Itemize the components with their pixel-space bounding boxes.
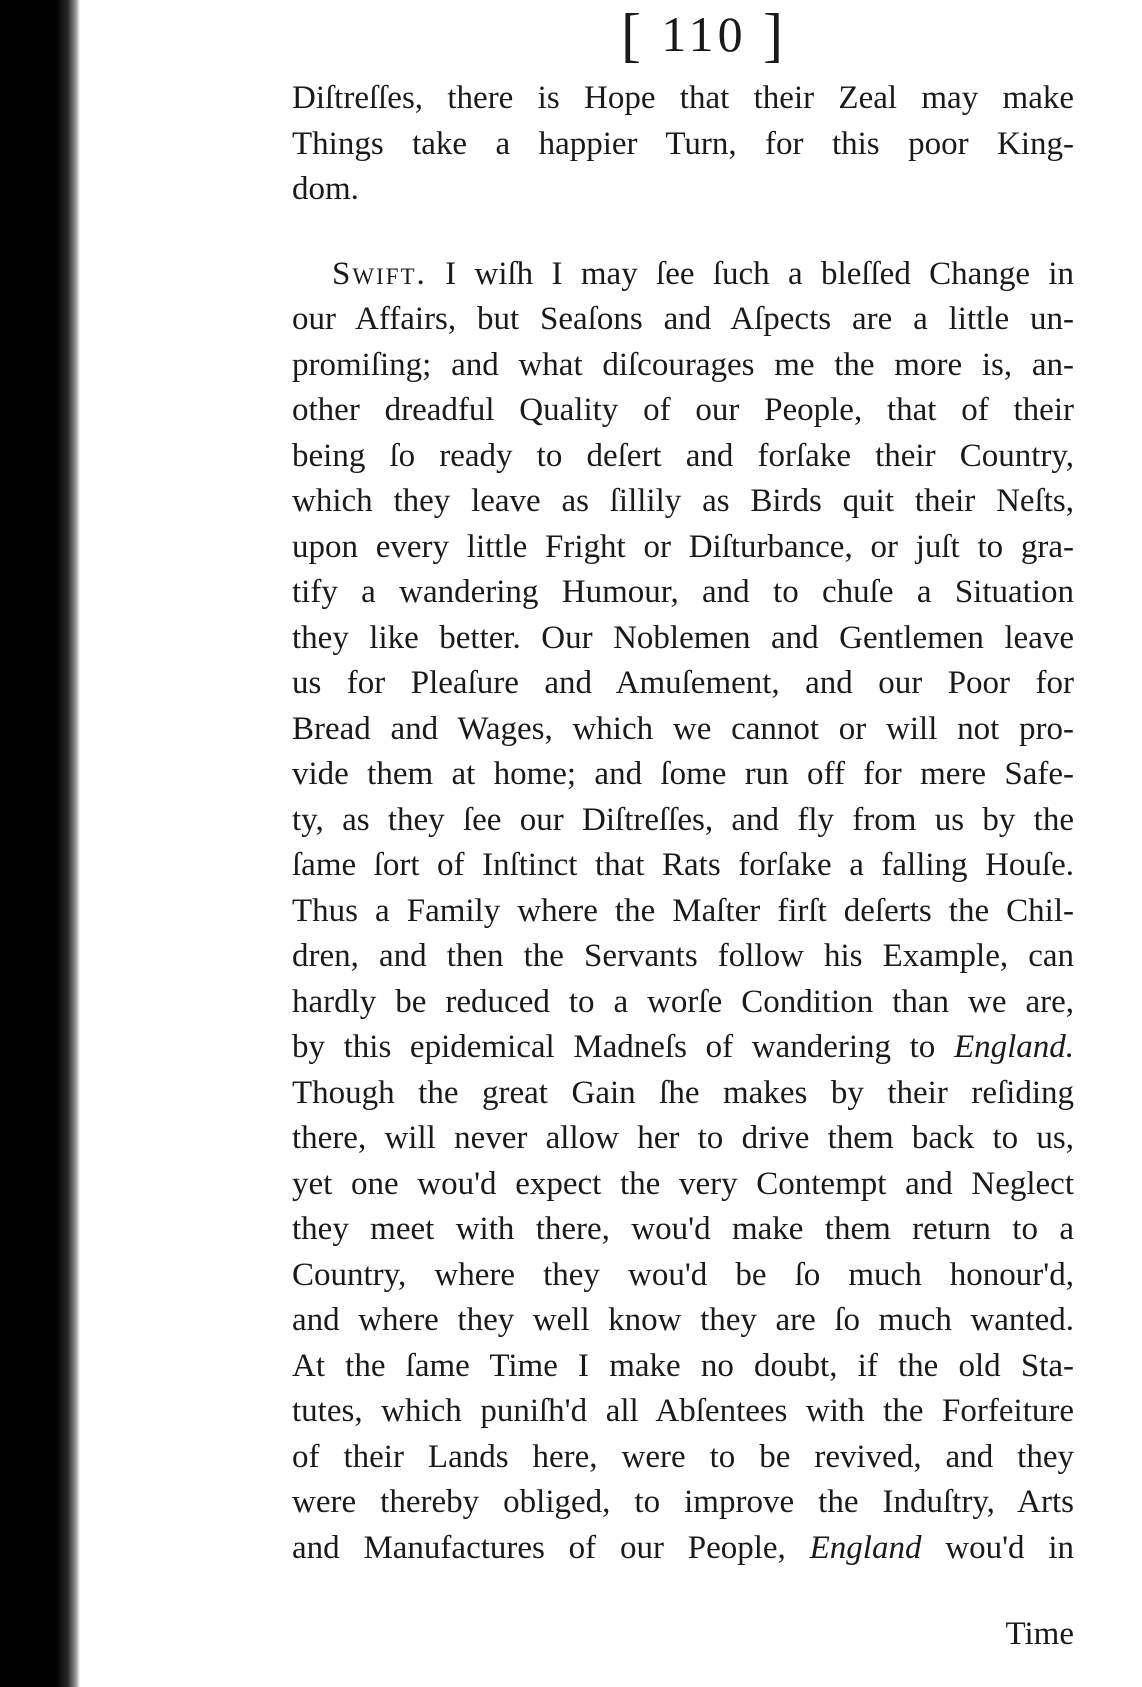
speaker-name: Swift. bbox=[332, 255, 427, 292]
text-line: ſame ſort of Inſtinct that Rats forſake a falling Houſe. bbox=[292, 847, 1074, 883]
page-number: 110 bbox=[661, 6, 747, 62]
text-line: our Affairs, but Seaſons and Aſpects are a little un- bbox=[292, 301, 1074, 337]
text-line: dom. bbox=[292, 171, 359, 207]
text-line: vide them at home; and ſome run off for mere Safe- bbox=[292, 756, 1074, 792]
text-line: promiſing; and what diſcourages me the more is, an- bbox=[292, 346, 1074, 383]
book-page bbox=[292, 0, 1074, 1687]
text-line: hardly be reduced to a worſe Condition than we are, bbox=[292, 983, 1074, 1020]
text-line: which they leave as ſillily as Birds quit their Neſts, bbox=[292, 483, 1074, 519]
page-header bbox=[604, 2, 804, 68]
italic-place-name: England. bbox=[953, 1029, 1074, 1065]
text-line: they meet with there, wou'd make them return to a bbox=[292, 1211, 1074, 1247]
text-line: ty, as they ſee our Diſtreſſes, and fly from us by the bbox=[292, 801, 1074, 838]
italic-place-name: England bbox=[809, 1529, 922, 1566]
text-line: dren, and then the Servants follow his Example, can bbox=[292, 938, 1074, 974]
body-text bbox=[292, 76, 1074, 1571]
text-line: upon every little Fright or Diſturbance, or juſt to gra- bbox=[292, 528, 1074, 565]
text-line: were thereby obliged, to improve the Induſtry, Arts bbox=[292, 1484, 1074, 1520]
paragraph-first-line bbox=[292, 252, 1074, 298]
text-line: tutes, which puniſh'd all Abſentees with the Forfeiture bbox=[292, 1393, 1074, 1429]
text-span: wou'd in bbox=[945, 1529, 1074, 1566]
text-line: Diſtreſſes, there is Hope that their Zeal may make bbox=[292, 80, 1074, 116]
header-open-bracket: [ bbox=[620, 2, 645, 68]
text-line bbox=[292, 1526, 1074, 1572]
text-span: I wiſh I may ſee ſuch a bleſſed Change in bbox=[445, 255, 1074, 292]
text-line: being ſo ready to deſert and forſake their Country, bbox=[292, 437, 1074, 474]
text-line: they like better. Our Noblemen and Gentlemen leave bbox=[292, 619, 1074, 656]
text-line: tify a wandering Humour, and to chuſe a Situation bbox=[292, 574, 1074, 610]
text-line: yet one wou'd expect the very Contempt and Neglect bbox=[292, 1165, 1074, 1202]
text-line: other dreadful Quality of our People, that of their bbox=[292, 392, 1074, 428]
text-line bbox=[292, 1025, 1074, 1071]
text-line: Thus a Family where the Maſter firſt deſerts the Chil- bbox=[292, 892, 1074, 929]
text-line: Though the great Gain ſhe makes by their reſiding bbox=[292, 1074, 1074, 1111]
text-line: Country, where they wou'd be ſo much honour'd, bbox=[292, 1256, 1074, 1293]
text-line: At the ſame Time I make no doubt, if the old Sta- bbox=[292, 1347, 1074, 1384]
text-line: there, will never allow her to drive them back to us, bbox=[292, 1120, 1074, 1156]
header-close-bracket: ] bbox=[763, 2, 788, 68]
text-line: Things take a happier Turn, for this poor King- bbox=[292, 125, 1074, 162]
text-span: and Manufactures of our People, bbox=[292, 1529, 786, 1566]
text-line: us for Pleaſure and Amuſement, and our Poor for bbox=[292, 665, 1074, 701]
text-line: Bread and Wages, which we cannot or will not pro- bbox=[292, 710, 1074, 747]
binding-gutter-shadow bbox=[0, 0, 80, 1687]
text-line: and where they well know they are ſo much wanted. bbox=[292, 1302, 1074, 1338]
text-line: of their Lands here, were to be revived, and they bbox=[292, 1438, 1074, 1475]
catchword: Time bbox=[1005, 1616, 1074, 1652]
text-span: by this epidemical Madneſs of wandering to bbox=[292, 1029, 936, 1065]
